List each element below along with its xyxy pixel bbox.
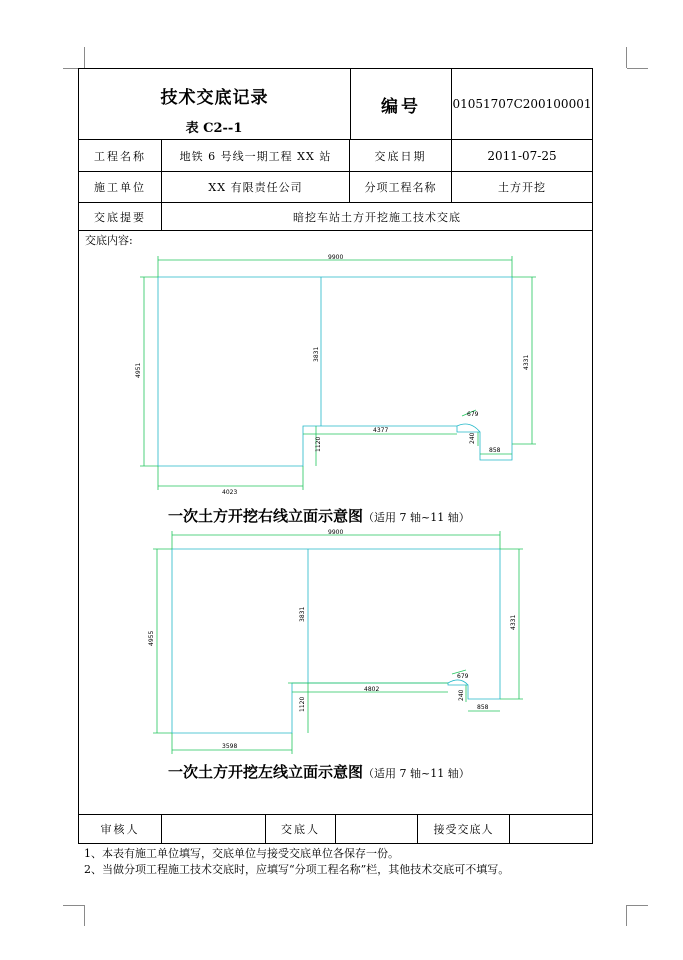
footnote-1: 1、本表有施工单位填写，交底单位与接受交底单位各保存一份。: [84, 847, 399, 860]
diagram2-dim-ledge: 4802: [364, 686, 380, 693]
presenter-label: 交底人: [281, 823, 320, 836]
diagram-right-line: [135, 254, 536, 496]
diagram1-dim-notch-top: 679: [467, 411, 479, 418]
diagram1-caption: [168, 505, 470, 526]
date-value[interactable]: 2011-07-25: [487, 148, 557, 163]
diagram1-caption-note: （适用 7 轴~11 轴）: [363, 511, 470, 524]
diagram2-caption-title: 一次土方开挖左线立面示意图: [168, 763, 364, 781]
diagram1-dim-notch-h: 240: [469, 432, 476, 444]
diagram1-dim-notch-w: 858: [489, 447, 501, 454]
summary-label: 交底提要: [94, 210, 146, 224]
diagram2-caption: [168, 761, 470, 782]
diagram2-dim-notch-top: 679: [457, 673, 469, 680]
diagram1-dim-ledge: 4377: [373, 427, 389, 434]
diagram1-dim-left: 4951: [135, 362, 142, 378]
content-label: 交底内容:: [85, 234, 133, 247]
diagram-left-line: [148, 529, 523, 754]
diagram1-notch: [457, 424, 480, 432]
diagram1-dim-right: 4331: [523, 354, 530, 370]
footnotes: [84, 846, 509, 878]
summary-value[interactable]: 暗挖车站土方开挖施工技术交底: [293, 210, 461, 224]
diagram2-dim-center: 3831: [299, 606, 306, 622]
diagram1-dim-bottom: 4023: [222, 489, 238, 496]
diagram2-dim-bottom: 3598: [222, 743, 238, 750]
diagram2-dim-notch-w: 858: [477, 704, 489, 711]
reviewer-label: 审核人: [100, 823, 140, 836]
contractor-label: 施工单位: [94, 181, 146, 194]
diagram2-caption-note: （适用 7 轴~11 轴）: [363, 767, 470, 780]
diagram2-notch: [448, 680, 468, 685]
form-code: 表 C2--1: [185, 120, 243, 136]
form-title: 技术交底记录: [160, 87, 269, 108]
date-label: 交底日期: [374, 149, 427, 163]
number-label: 编号: [381, 96, 421, 117]
diagram2-dim-step: 1120: [299, 696, 306, 712]
diagram1-dim-step: 1120: [315, 436, 322, 452]
diagram1-caption-title: 一次土方开挖右线立面示意图: [168, 507, 364, 525]
diagram2-dim-right: 4331: [510, 614, 517, 630]
project-name-label: 工程名称: [94, 149, 146, 163]
diagram1-outline: [158, 277, 512, 466]
diagram2-dim-top: 9900: [328, 529, 344, 536]
diagram1-dim-top: 9900: [328, 254, 344, 261]
footnote-2: 2、当做分项工程施工技术交底时，应填写“分项工程名称”栏，其他技术交底可不填写。: [84, 863, 510, 876]
number-value[interactable]: 01051707C200100001: [452, 97, 592, 111]
diagram1-dim-center: 3831: [313, 346, 320, 362]
sub-project-value[interactable]: 土方开挖: [498, 181, 546, 194]
project-name-value[interactable]: 地铁 6 号线一期工程 XX 站: [179, 149, 332, 163]
diagram2-outline: [172, 549, 500, 733]
contractor-value[interactable]: XX 有限责任公司: [208, 181, 303, 194]
diagram2-dim-notch-h: 240: [458, 689, 465, 701]
receiver-label: 接受交底人: [433, 823, 494, 836]
sub-project-label: 分项工程名称: [364, 181, 437, 194]
diagram2-dim-left: 4955: [148, 630, 155, 646]
